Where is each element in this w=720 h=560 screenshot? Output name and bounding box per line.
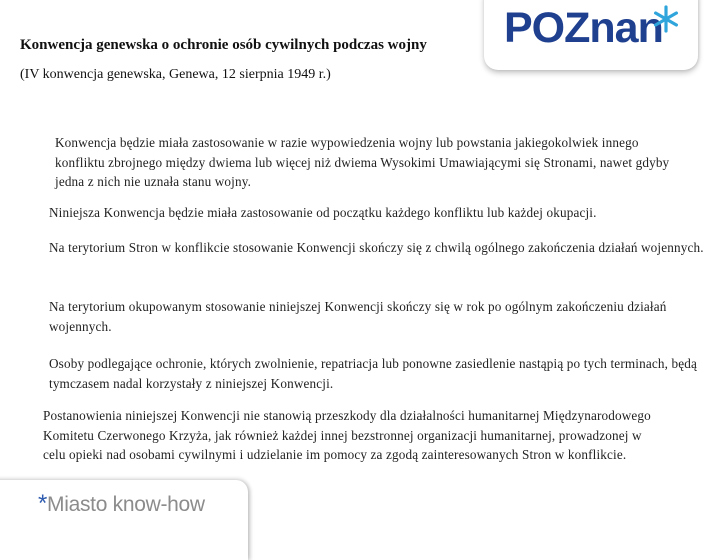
paragraph: Konwencja będzie miała zastosowanie w razie wypowiedzenia wojny lub powstania jakiegokolwiek innego konfliktu zbrojnego między dwiema lub więcej niż dwiema Wysokimi Umawiającymi się Stronami, nawet gdyby jedna z nich nie uznała stanu wojny. (55, 135, 670, 189)
paragraph: Osoby podlegające ochronie, których zwolnienie, repatriacja lub ponowne zasiedlenie nastąpią po tych terminach, będą tymczasem nadal korzystały z niniejszej Konwencji. (49, 356, 697, 391)
paragraph: Niniejsza Konwencja będzie miała zastosowanie od początku każdego konfliktu lub każdej okupacji. (49, 205, 597, 220)
star-icon (652, 5, 680, 33)
poznan-logo: POZnan (504, 4, 663, 52)
paragraph: Na terytorium okupowanym stosowanie niniejszej Konwencji skończy się w rok po ogólnym zakończeniu działań wojennych. (49, 299, 667, 334)
page-title: Konwencja genewska o ochronie osób cywilnych podczas wojny (20, 37, 427, 53)
footer-brand-label: Miasto know-how (47, 493, 205, 516)
page-subtitle: (IV konwencja genewska, Genewa, 12 sierpnia 1949 r.) (20, 67, 331, 82)
footer-brand (38, 490, 205, 518)
asterisk-icon: * (38, 490, 48, 517)
paragraph: Postanowienia niniejszej Konwencji nie stanowią przeszkody dla działalności humanitarnej Międzynarodowego Komitetu Czerwonego Krzyża, jak również każdej innej bezstronnej organizacji humanitarnej, prowadzonej w celu opieki nad osobami cywilnymi i udzielanie im pomocy za zgodą zainteresowanych Stron w konflikcie. (43, 408, 651, 462)
paragraph: Na terytorium Stron w konflikcie stosowanie Konwencji skończy się z chwilą ogólnego zakończenia działań wojennych. (49, 240, 704, 255)
